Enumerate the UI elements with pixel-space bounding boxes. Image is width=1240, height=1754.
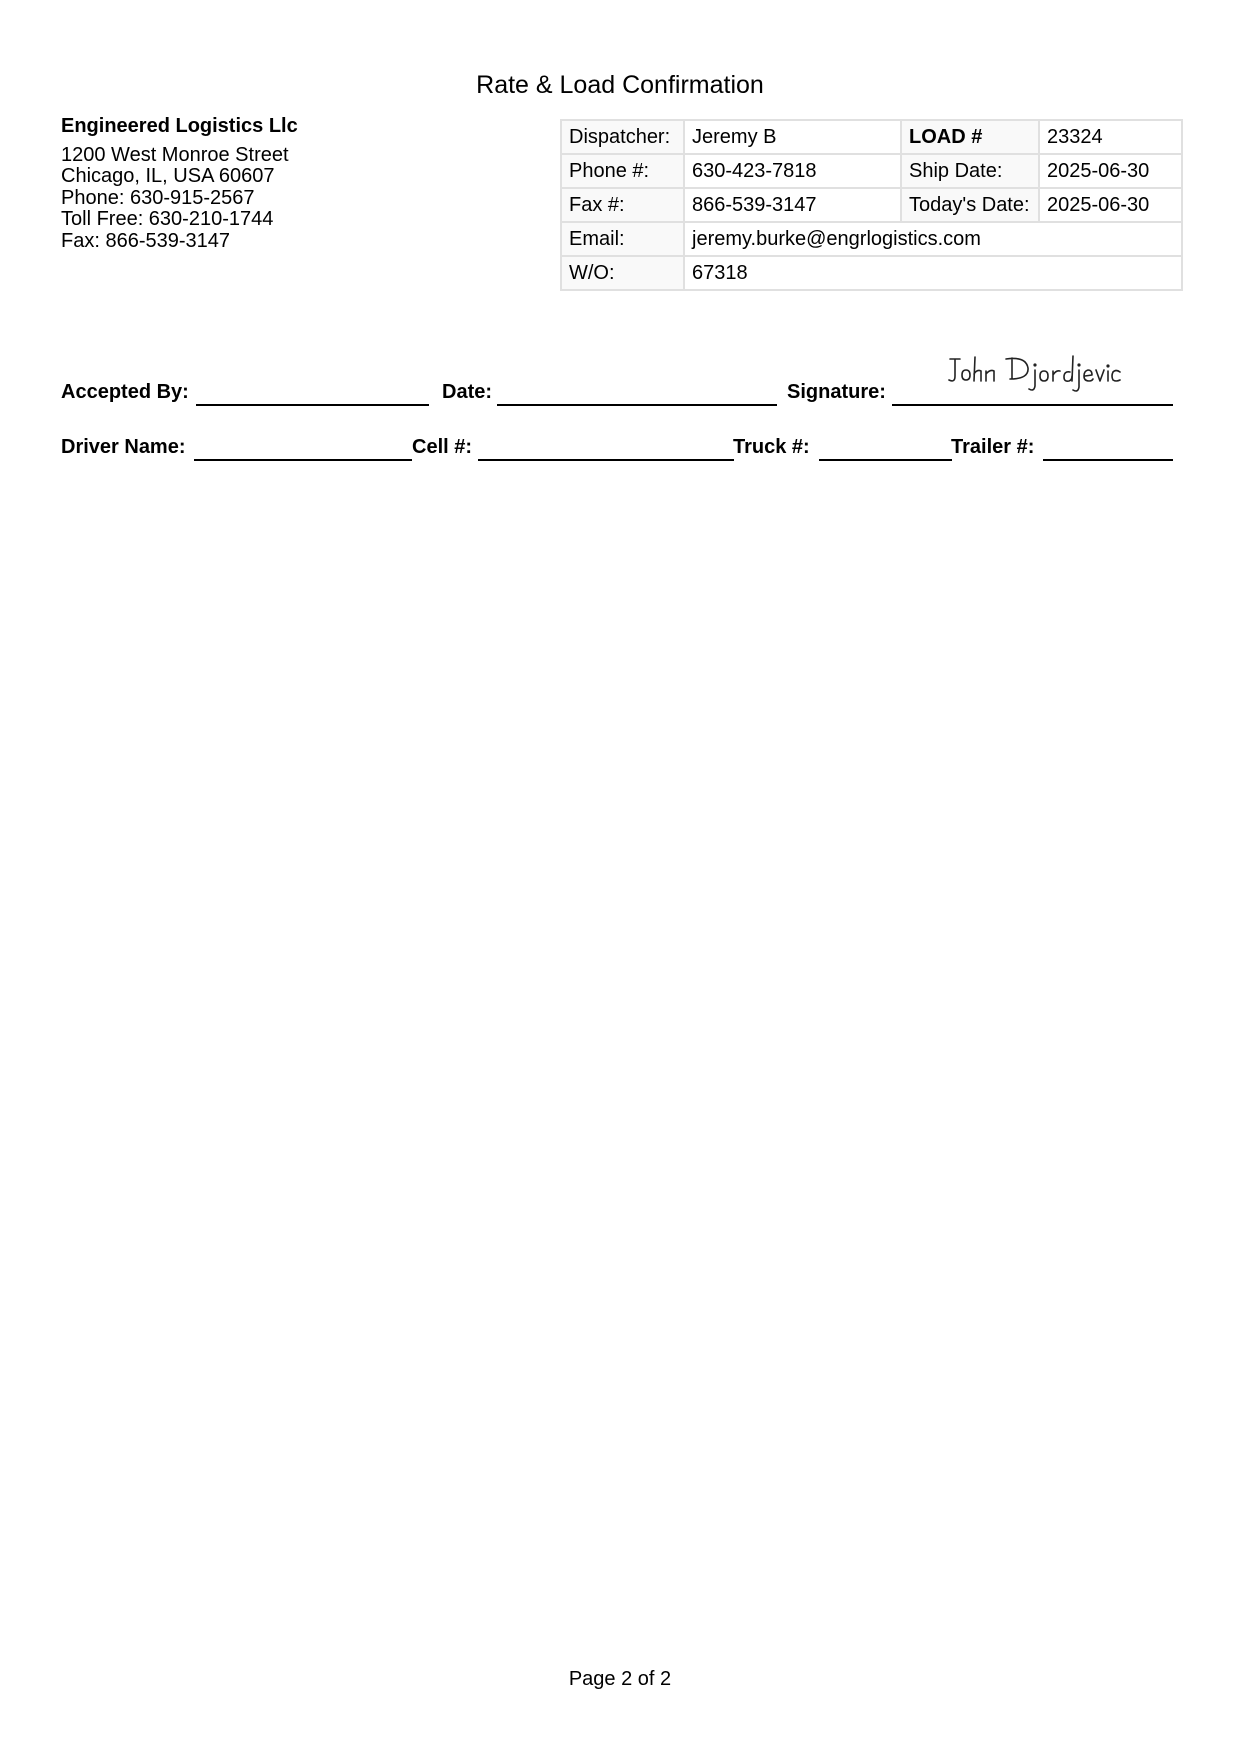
table-row xyxy=(561,188,1182,222)
driver-name-label: Driver Name: xyxy=(61,436,186,458)
company-toll-free: Toll Free: 630-210-1744 xyxy=(61,208,274,230)
driver-name-line[interactable] xyxy=(194,459,412,461)
load-number-value: 23324 xyxy=(1039,120,1182,154)
date-label: Date: xyxy=(442,381,493,403)
fax-value: 866-539-3147 xyxy=(684,188,901,222)
accepted-by-line[interactable] xyxy=(196,404,429,406)
cell-label: Cell #: xyxy=(412,436,473,458)
ship-date-value: 2025-06-30 xyxy=(1039,154,1182,188)
todays-date-label: Today's Date: xyxy=(901,188,1039,222)
table-row xyxy=(561,222,1182,256)
load-info-table xyxy=(560,119,1183,291)
company-phone: Phone: 630-915-2567 xyxy=(61,186,255,209)
company-address-line2: Chicago, IL, USA 60607 xyxy=(61,165,275,187)
wo-label: W/O: xyxy=(561,256,684,290)
company-fax: Fax: 866-539-3147 xyxy=(61,229,231,252)
handwritten-signature xyxy=(946,352,1126,396)
phone-label: Phone #: xyxy=(561,154,684,188)
trailer-line[interactable] xyxy=(1043,459,1173,461)
table-row xyxy=(561,256,1182,290)
document-title: Rate & Load Confirmation xyxy=(476,71,764,99)
wo-value: 67318 xyxy=(684,256,1182,290)
accepted-by-label: Accepted By: xyxy=(61,381,189,403)
cell-line[interactable] xyxy=(478,459,734,461)
phone-value: 630-423-7818 xyxy=(684,154,901,188)
truck-line[interactable] xyxy=(819,459,952,461)
dispatcher-value: Jeremy B xyxy=(684,120,901,154)
trailer-label: Trailer #: xyxy=(951,436,1035,458)
email-label: Email: xyxy=(561,222,684,256)
dispatcher-label: Dispatcher: xyxy=(561,120,684,154)
page-number: Page 2 of 2 xyxy=(568,1668,672,1690)
table-row xyxy=(561,120,1182,154)
fax-label: Fax #: xyxy=(561,188,684,222)
ship-date-label: Ship Date: xyxy=(901,154,1039,188)
company-address-line1: 1200 West Monroe Street xyxy=(61,143,289,166)
email-value: jeremy.burke@engrlogistics.com xyxy=(684,222,1182,256)
todays-date-value: 2025-06-30 xyxy=(1039,188,1182,222)
load-number-label: LOAD # xyxy=(901,120,1039,154)
table-row xyxy=(561,154,1182,188)
signature-line[interactable] xyxy=(892,404,1173,406)
truck-label: Truck #: xyxy=(733,436,810,458)
signature-label: Signature: xyxy=(787,381,886,403)
company-block xyxy=(61,116,298,252)
company-name: Engineered Logistics Llc xyxy=(61,115,298,137)
date-line[interactable] xyxy=(497,404,777,406)
